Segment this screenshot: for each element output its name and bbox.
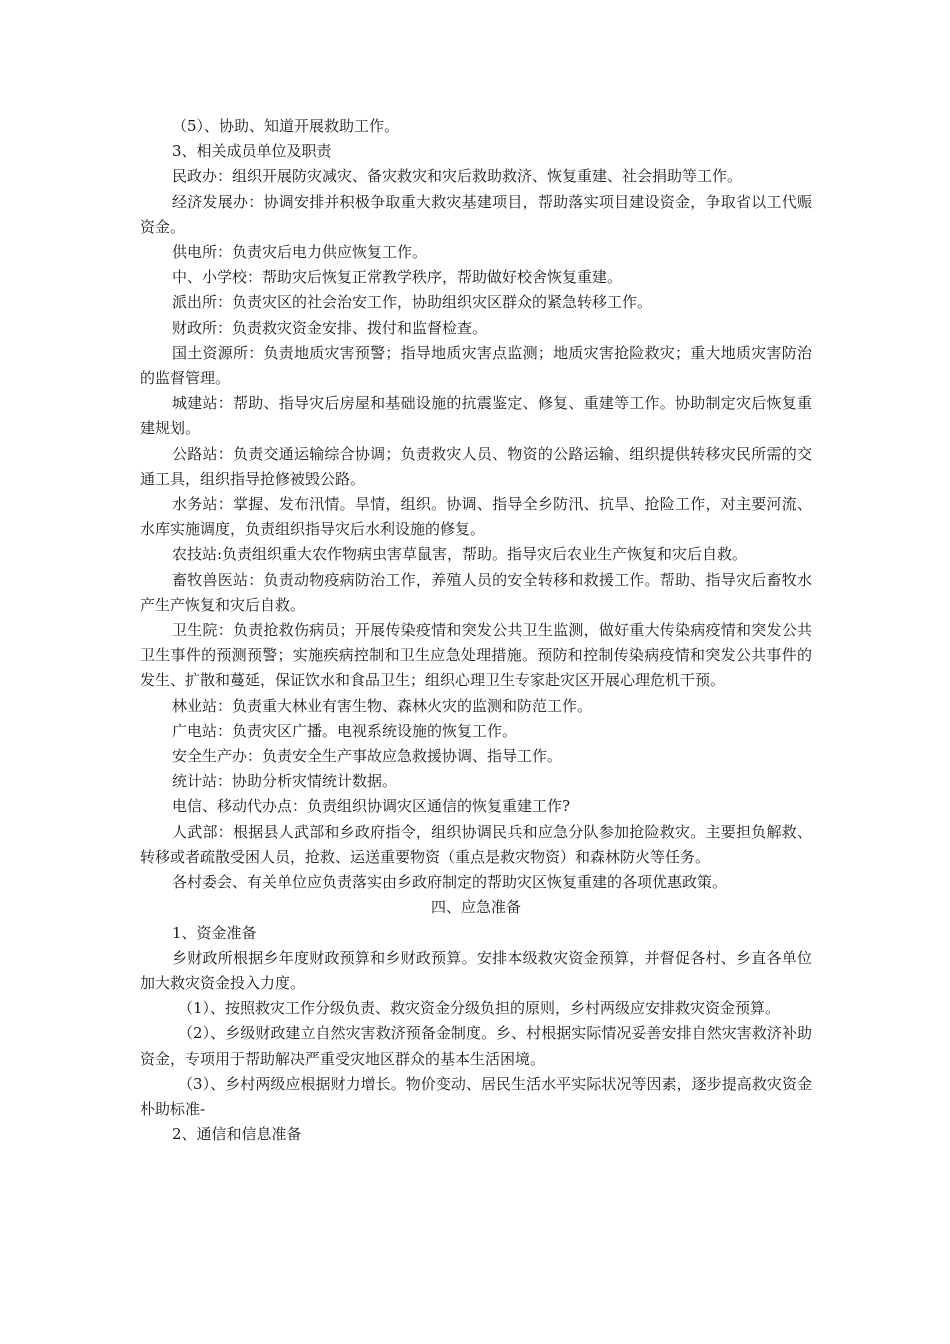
paragraph: 乡财政所根据乡年度财政预算和乡财政预算。安排本级救灾资金预算，并督促各村、乡直各单位加大救灾资金投入力度。 [140, 948, 812, 992]
paragraph: （5）、协助、知道开展救助工作。 [172, 117, 400, 135]
paragraph: 国土资源所：负责地质灾害预警；指导地质灾害点监测；地质灾害抢险救灾；重大地质灾害防治的监督管理。 [140, 343, 812, 388]
paragraph: 电信、移动代办点：负责组织协调灾区通信的恢复重建工作? [172, 797, 571, 816]
paragraph: 广电站：负责灾区广播。电视系统设施的恢复工作。 [172, 721, 518, 740]
paragraph: 安全生产办：负责安全生产事故应急救援协调、指导工作。 [172, 747, 563, 766]
paragraph: 畜牧兽医站：负责动物疫病防治工作，养殖人员的安全转移和救援工作。帮助、指导灾后畜牧水产生产恢复和灾后自救。 [140, 570, 812, 614]
paragraph: 各村委会、有关单位应负责落实由乡政府制定的帮助灾区恢复重建的各项优惠政策。 [172, 873, 728, 892]
paragraph: 统计站：协助分析灾情统计数据。 [172, 772, 398, 791]
paragraph: 农技站:负责组织重大农作物病虫害草鼠害，帮助。指导灾后农业生产恢复和灾后自救。 [172, 545, 748, 564]
subsection-heading: 3、相关成员单位及职责 [172, 142, 332, 161]
list-item: （2）、乡级财政建立自然灾害救济预备金制度。乡、村根据实际情况妥善安排自然灾害救济补助资金，专项用于帮助解决严重受灾地区群众的基本生活困境。 [140, 1024, 812, 1068]
list-item: （3）、乡村两级应根据财力增长。物价变动、居民生活水平实际状况等因素，逐步提高救灾资金朴助标准- [140, 1074, 812, 1118]
paragraph: 卫生院：负责抢救伤病员；开展传染疫情和突发公共卫生监测，做好重大传染病疫情和突发公共卫生事件的预测预警；实施疾病控制和卫生应急处理措施。预防和控制传染病疫情和突发公共事件的发生、扩散和蔓延，保证饮水和食品卫生；组织心理卫生专家赴灾区开展心理危机干预。 [140, 621, 812, 690]
paragraph: 城建站：帮助、指导灾后房屋和基础设施的抗震鉴定、修复、重建等工作。协助制定灾后恢复重建规划。 [140, 394, 812, 438]
paragraph: 林业站：负责重大林业有害生物、森林火灾的监测和防范工作。 [172, 696, 593, 715]
section-heading: 四、应急准备 [430, 898, 521, 917]
subsection-heading: 1、资金准备 [172, 923, 257, 942]
list-item: （1）、按照救灾工作分级负责、救灾资金分级负担的原则，乡村两级应安排救灾资金预算。 [178, 999, 781, 1018]
paragraph: 供电所：负责灾后电力供应恢复工作。 [172, 243, 428, 262]
paragraph: 水务站：掌握、发布汛情。旱情，组织。协调、指导全乡防汛、抗旱、抢险工作，对主要河流、水库实施调度，负责组织指导灾后水利设施的修复。 [140, 495, 812, 539]
paragraph: 中、小学校：帮助灾后恢复正常教学秩序，帮助做好校舍恢复重建。 [172, 268, 623, 287]
subsection-heading: 2、通信和信息准备 [172, 1125, 302, 1144]
paragraph: 财政所：负责救灾资金安排、拨付和监督检查。 [172, 318, 488, 337]
paragraph: 人武部：根据县人武部和乡政府指令，组织协调民兵和应急分队参加抢险救灾。主要担负解救、转移或者疏散受困人员，抢救、运送重要物资（重点是救灾物资）和森林防火等任务。 [140, 822, 812, 866]
paragraph: 公路站：负责交通运输综合协调；负责救灾人员、物资的公路运输、组织提供转移灾民所需的交通工具，组织指导抢修被毁公路。 [140, 444, 812, 488]
paragraph: 派出所：负责灾区的社会治安工作，协助组织灾区群众的紧急转移工作。 [172, 293, 653, 312]
paragraph: 经济发展办：协调安排并积极争取重大救灾基建项目，帮助落实项目建设资金，争取省以工代赈资金。 [140, 192, 812, 236]
paragraph: 民政办：组织开展防灾减灾、备灾救灾和灾后救助救济、恢复重建、社会捐助等工作。 [172, 167, 743, 186]
document-body [140, 114, 812, 1147]
